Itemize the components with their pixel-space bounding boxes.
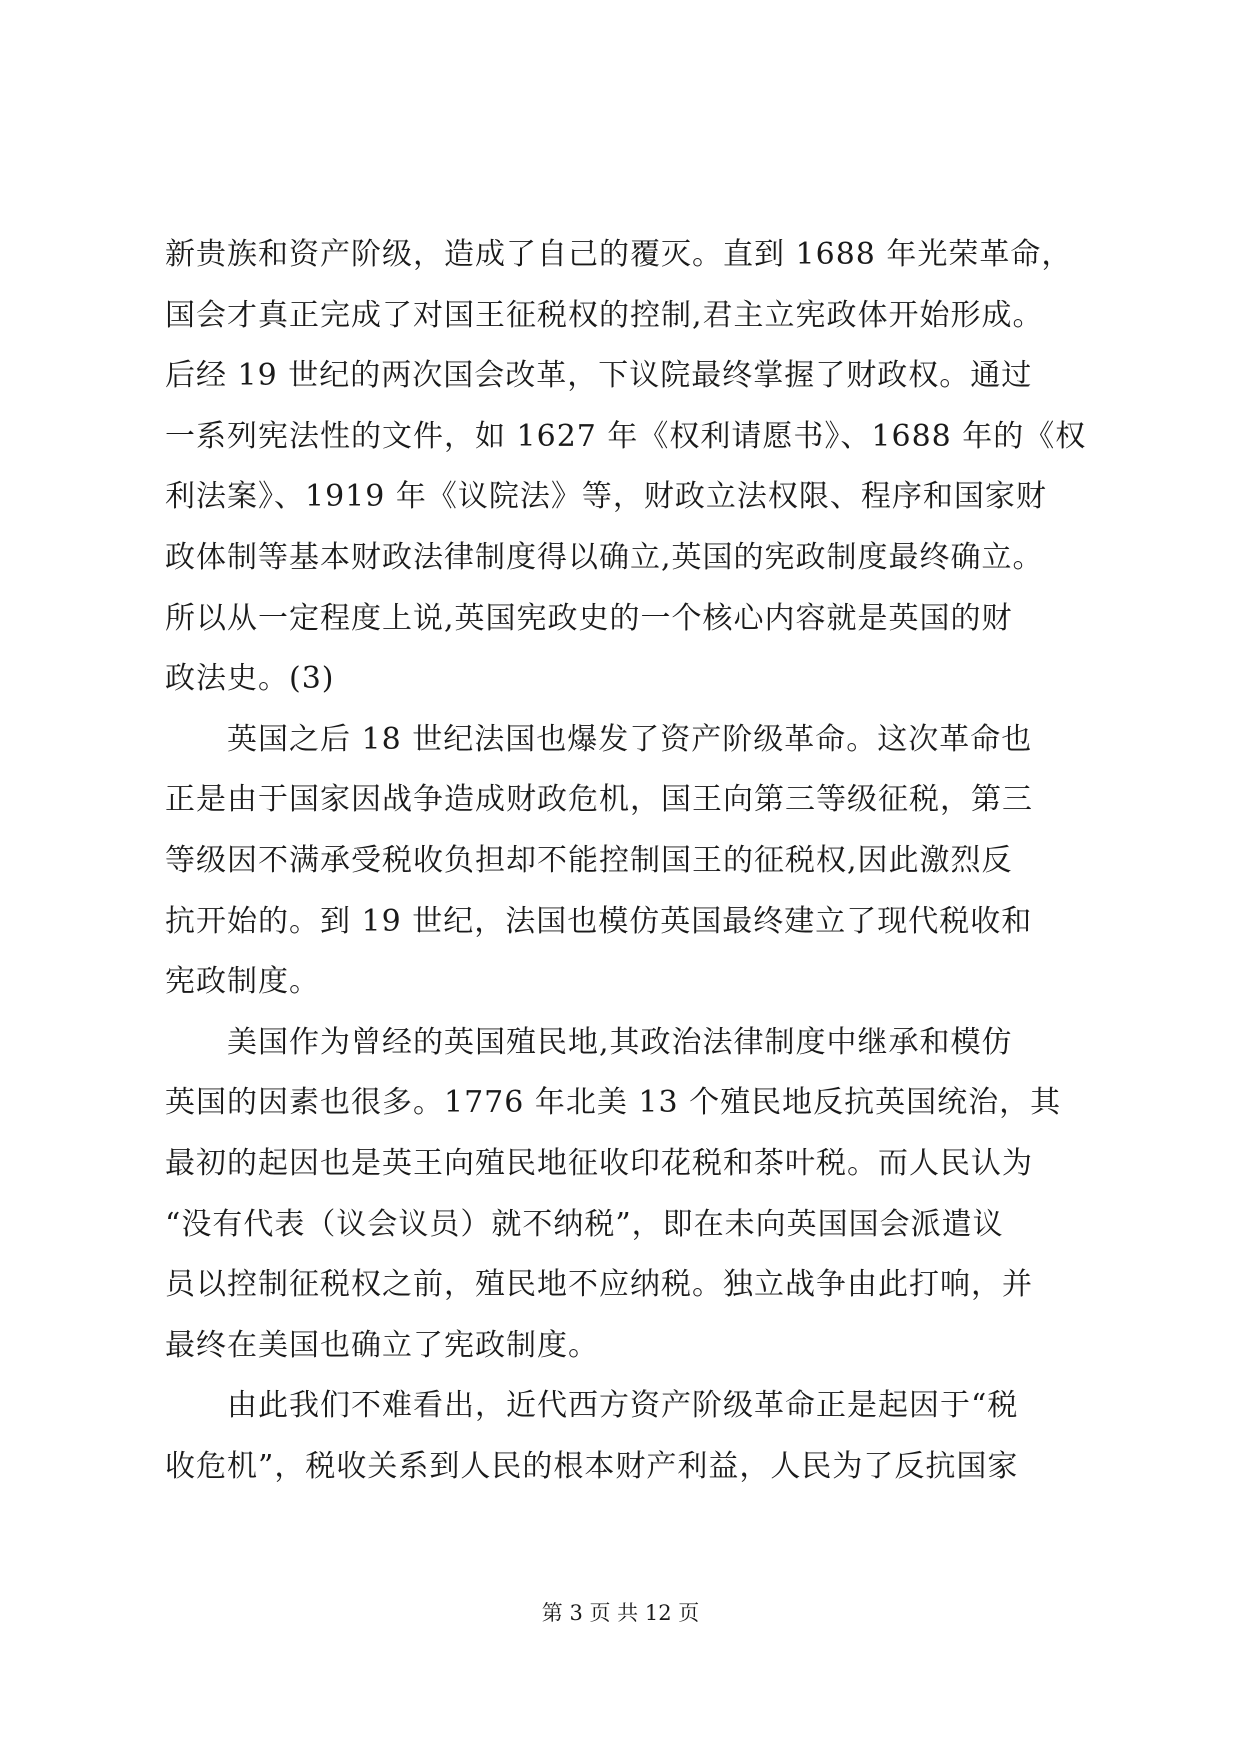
text-line: 所以从一定程度上说,英国宪政史的一个核心内容就是英国的财 bbox=[165, 600, 1013, 636]
text-line: 英国的因素也很多。1776 年北美 13 个殖民地反抗英国统治，其 bbox=[165, 1085, 1062, 1121]
text-line: 宪政制度。 bbox=[165, 964, 320, 1000]
text-line: 美国作为曾经的英国殖民地,其政治法律制度中继承和模仿 bbox=[165, 1024, 1013, 1060]
body-text bbox=[165, 225, 1125, 1497]
text-line: 英国之后 18 世纪法国也爆发了资产阶级革命。这次革命也 bbox=[165, 721, 1033, 757]
page-number-footer: 第 3 页 共 12 页 bbox=[541, 1601, 700, 1625]
text-line: 员以控制征税权之前，殖民地不应纳税。独立战争由此打响，并 bbox=[165, 1267, 1033, 1303]
text-line: 政体制等基本财政法律制度得以确立,英国的宪政制度最终确立。 bbox=[165, 539, 1044, 575]
text-line: 一系列宪法性的文件，如 1627 年《权利请愿书》、1688 年的《权 bbox=[165, 418, 1087, 454]
text-line: 后经 19 世纪的两次国会改革，下议院最终掌握了财政权。通过 bbox=[165, 358, 1033, 394]
text-line: 等级因不满承受税收负担却不能控制国王的征税权,因此激烈反 bbox=[165, 842, 1013, 878]
text-line: 抗开始的。到 19 世纪，法国也模仿英国最终建立了现代税收和 bbox=[165, 903, 1033, 939]
text-line: 最初的起因也是英王向殖民地征收印花税和茶叶税。而人民认为 bbox=[165, 1145, 1033, 1181]
text-line: 由此我们不难看出，近代西方资产阶级革命正是起因于“税 bbox=[165, 1388, 1019, 1424]
text-line: 政法史。(3) bbox=[165, 661, 335, 697]
text-line: 新贵族和资产阶级，造成了自己的覆灭。直到 1688 年光荣革命， bbox=[165, 237, 1073, 272]
text-line: 国会才真正完成了对国王征税权的控制,君主立宪政体开始形成。 bbox=[165, 297, 1044, 333]
text-line: 收危机”，税收关系到人民的根本财产利益，人民为了反抗国家 bbox=[165, 1448, 1019, 1484]
text-line: 最终在美国也确立了宪政制度。 bbox=[165, 1327, 599, 1363]
text-line: 利法案》、1919 年《议院法》等，财政立法权限、程序和国家财 bbox=[165, 479, 1047, 515]
text-line: “没有代表（议会议员）就不纳税”，即在未向英国国会派遣议 bbox=[165, 1206, 1004, 1242]
text-line: 正是由于国家因战争造成财政危机，国王向第三等级征税，第三 bbox=[165, 782, 1033, 818]
